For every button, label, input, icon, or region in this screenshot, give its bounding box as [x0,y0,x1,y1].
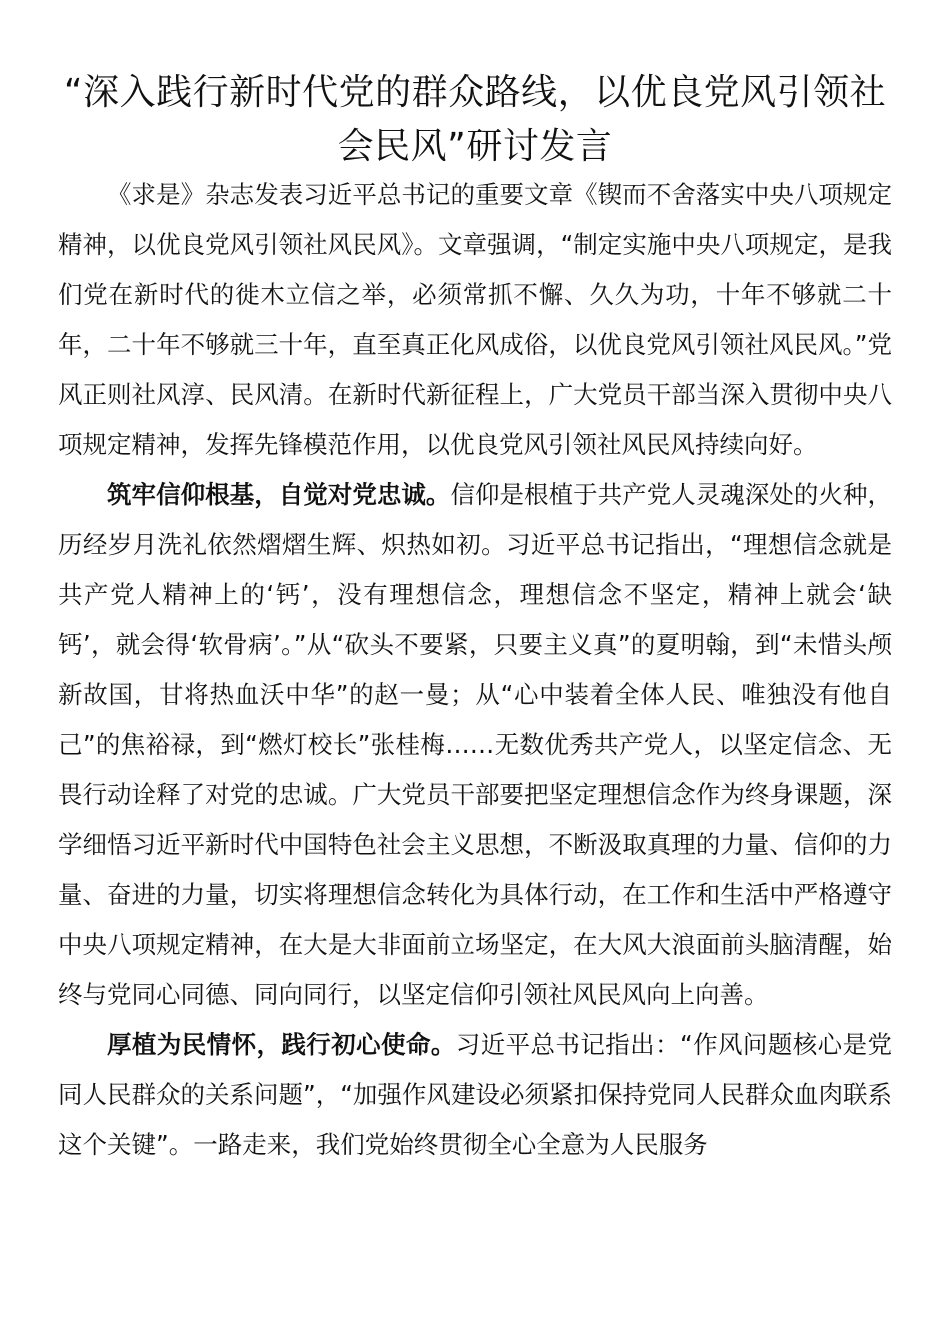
paragraph-text: 《求是》杂志发表习近平总书记的重要文章《锲而不舍落实中央八项规定精神，以优良党风引领社风民风》。文章强调，“制定实施中央八项规定，是我们党在新时代的徙木立信之举，必须常抓不懈、久久为功，十年不够就二十年，二十年不够就三十年，直至真正化风成俗，以优良党风引领社风民风。”党风正则社风淳、民风清。在新时代新征程上，广大党员干部当深入贯彻中央八项规定精神，发挥先锋模范作用，以优良党风引领社风民风持续向好。 [58,180,892,459]
paragraph-text: 信仰是根植于共产党人灵魂深处的火种，历经岁月洗礼依然熠熠生辉、炽热如初。习近平总书记指出，“理想信念就是共产党人精神上的‘钙’，没有理想信念，理想信念不坚定，精神上就会‘缺钙’，就会得‘软骨病’。”从“砍头不要紧，只要主义真”的夏明翰，到“未惜头颅新故国，甘将热血沃中华”的赵一曼；从“心中装着全体人民、唯独没有他自己”的焦裕禄，到“燃灯校长”张桂梅……无数优秀共产党人，以坚定信念、无畏行动诠释了对党的忠诚。广大党员干部要把坚定理想信念作为终身课题，深学细悟习近平新时代中国特色社会主义思想，不断汲取真理的力量、信仰的力量、奋进的力量，切实将理想信念转化为具体行动，在工作和生活中严格遵守中央八项规定精神，在大是大非面前立场坚定，在大风大浪面前头脑清醒，始终与党同心同德、同向同行，以坚定信仰引领社风民风向上向善。 [58,480,892,1009]
paragraph-people [58,1020,892,1170]
document-title: “深入践行新时代党的群众路线，以优良党风引领社会民风”研讨发言 [63,72,887,167]
paragraph-lead: 筑牢信仰根基，自觉对党忠诚。 [107,480,451,509]
paragraph-faith [58,470,892,1020]
paragraph-intro [58,170,892,470]
paragraph-text: 习近平总书记指出：“作风问题核心是党同人民群众的关系问题”，“加强作风建设必须紧扣保持党同人民群众血肉联系这个关键”。一路走来，我们党始终贯彻全心全意为人民服务 [58,1030,892,1159]
document-page [58,66,892,1170]
paragraph-lead: 厚植为民情怀，践行初心使命。 [107,1030,456,1059]
